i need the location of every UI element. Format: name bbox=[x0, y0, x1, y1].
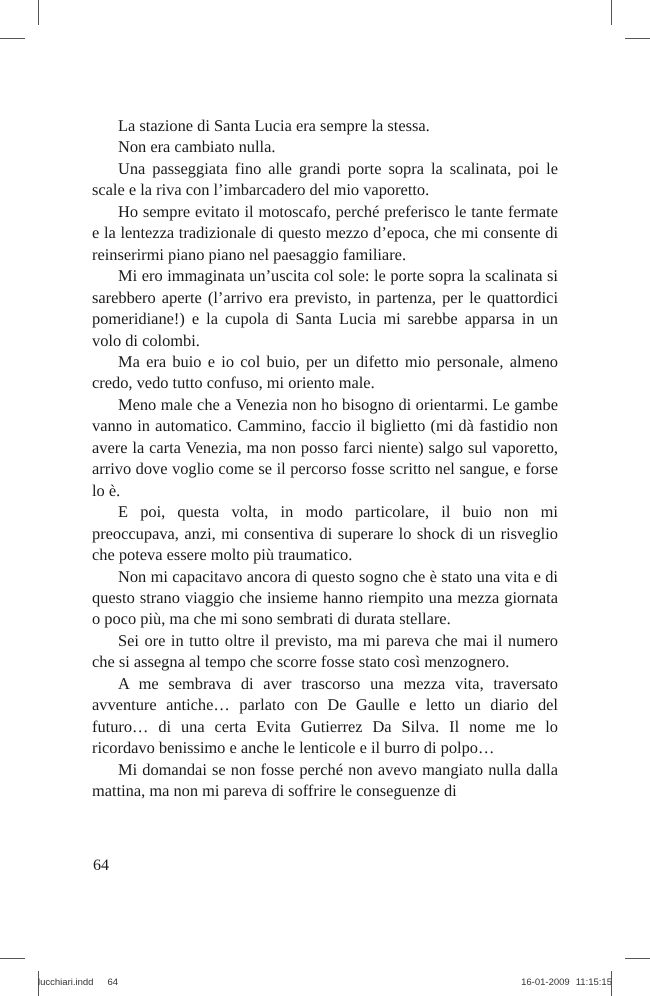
paragraph: E poi, questa volta, in modo particolare, il buio non mi preoccupava, anzi, mi consentiva di superare lo shock di un risveglio che poteva essere molto più traumatico. bbox=[92, 502, 558, 565]
paragraph: A me sembrava di aver trascorso una mezza vita, traversato avventure antiche… parlato con De Gaulle e letto un diario del futuro… di una certa Evita Gutierrez Da Silva. Il nome me lo ricordavo benissimo e anche le lenticole e il burro di polpo… bbox=[92, 673, 558, 758]
paragraph: Sei ore in tutto oltre il previsto, ma mi pareva che mai il numero che si assegna al tempo che scorre fosse stato così menzognero. bbox=[92, 630, 558, 672]
paragraph: Una passeggiata fino alle grandi porte sopra la scalinata, poi le scale e la riva con l’imbarcadero del mio vaporetto. bbox=[92, 158, 558, 200]
paragraph: La stazione di Santa Lucia era sempre la stessa. bbox=[118, 116, 430, 135]
crop-mark-top-right bbox=[611, 0, 612, 25]
page-number: 64 bbox=[93, 857, 109, 874]
slug-file-info bbox=[38, 977, 118, 989]
slug-page: 64 bbox=[107, 977, 119, 988]
paragraph: Mi ero immaginata un’uscita col sole: le porte sopra la scalinata si sarebbero aperte (l’arrivo era previsto, in partenza, per le quattordici pomeridiane!) e la cupola di Santa Lucia mi sarebbe apparsa in un volo di colombi. bbox=[92, 266, 558, 350]
paragraph: Meno male che a Venezia non ho bisogno di orientarmi. Le gambe vanno in automatico. Cammino, faccio il biglietto (mi dà fastidio non avere la carta Venezia, ma non posso farci niente) salgo sul vaporetto, arrivo dove voglio come se il percorso fosse scritto nel sangue, e forse lo è. bbox=[92, 394, 558, 500]
paragraph: Non mi capacitavo ancora di questo sogno che è stato una vita e di questo strano viaggio che insieme hanno riempito una mezza giornata o poco più, ma che mi sono sembrati di durata stellare. bbox=[92, 566, 558, 629]
paragraph: Mi domandai se non fosse perché non avevo mangiato nulla dalla mattina, ma non mi pareva di soffrire le conseguenze di bbox=[92, 759, 558, 801]
slug-time: 11:15:15 bbox=[575, 977, 612, 988]
slug-timestamp bbox=[521, 977, 612, 989]
paragraph: Ho sempre evitato il motoscafo, perché preferisco le tante fermate e la lentezza tradizionale di questo mezzo d’epoca, che mi consente di reinserirmi piano piano nel paesaggio familiare. bbox=[92, 201, 558, 264]
paragraph: Non era cambiato nulla. bbox=[118, 137, 276, 157]
paragraph: Ma era buio e io col buio, per un difetto mio personale, almeno credo, vedo tutto confuso, mi oriento male. bbox=[92, 351, 558, 393]
crop-mark-top-left bbox=[38, 0, 39, 25]
crop-mark-bottom-left-h bbox=[0, 958, 25, 959]
crop-mark-top-left-h bbox=[0, 38, 25, 39]
crop-mark-bottom-right-h bbox=[625, 958, 650, 959]
body-text bbox=[92, 115, 558, 802]
slug-file-name: lucchiari.indd bbox=[38, 977, 94, 988]
crop-mark-top-right-h bbox=[625, 38, 650, 39]
slug-date: 16-01-2009 bbox=[521, 977, 570, 988]
